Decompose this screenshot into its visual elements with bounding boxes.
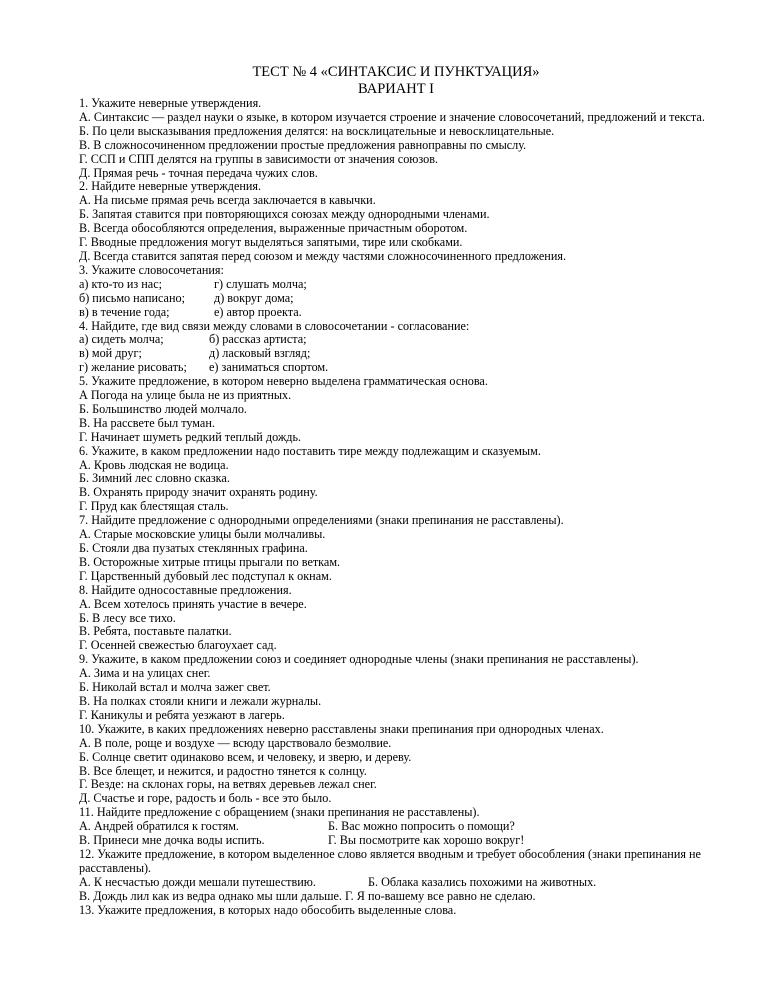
q5-title: 5. Укажите предложение, в котором неверно выделена грамматическая основа.	[79, 374, 488, 389]
q4-option: д) ласковый взгляд;	[209, 346, 311, 361]
q7-option: Б. Стояли два пузатых стеклянных графина.	[79, 541, 308, 555]
q3-row	[79, 278, 719, 292]
document-page	[79, 64, 719, 917]
q3-option: а) кто-то из нас;	[79, 276, 163, 291]
q4-option: а) сидеть молча;	[79, 332, 164, 347]
q9-option: Б. Николай встал и молча зажег свет.	[79, 680, 271, 695]
q12-title: 12. Укажите предложение, в котором выделенное слово является вводным и требует обособления (знаки препинания не расставлены).	[79, 846, 701, 875]
q6-option: В. Охранять природу значит охранять родину.	[79, 485, 318, 500]
q11-title: 11. Найдите предложение с обращением (знаки препинания не расставлены).	[79, 805, 480, 820]
q10-option: В. Все блещет, и нежится, и радостно тянется к солнцу.	[79, 763, 367, 778]
q10-title: 10. Укажите, в каких предложениях неверно расставлены знаки препинания при однородных членах.	[79, 721, 604, 736]
q5-option: Б. Большинство людей молчало.	[79, 401, 247, 416]
q2-option-c: В. Всегда обособляются определения, выраженные причастным оборотом.	[79, 221, 468, 236]
q2-option-d: Г. Вводные предложения могут выделяться запятыми, тире или скобками.	[79, 235, 463, 250]
q8-option: Г. Осенней свежестью благоухает сад.	[79, 638, 277, 653]
q3-row	[79, 292, 719, 306]
variant-line: ВАРИАНТ I	[357, 80, 435, 97]
q3-option: е) автор проекта.	[214, 304, 302, 319]
q1-option-a: А. Синтаксис — раздел науки о языке, в котором изучается строение и значение словосочетаний, предложений и текста.	[79, 109, 705, 124]
q3-option: г) слушать молча;	[214, 276, 307, 291]
q1-option-b: Б. По цели высказывания предложения делятся: на восклицательные и невосклицательные.	[79, 123, 555, 138]
q12-option: Б. Облака казались похожими на животных.	[368, 874, 597, 889]
q6-option: А. Кровь людская не водица.	[79, 457, 229, 472]
q1-option-d: Г. ССП и СПП делятся на группы в зависимости от значения союзов.	[79, 151, 439, 166]
q7-option: А. Старые московские улицы были молчаливы.	[79, 527, 326, 542]
q1-title: 1. Укажите неверные утверждения.	[79, 96, 262, 110]
q11-row	[79, 834, 719, 848]
q2-title: 2. Найдите неверные утверждения.	[79, 179, 262, 194]
q3-title: 3. Укажите словосочетания:	[79, 262, 224, 277]
test-content	[79, 97, 719, 917]
q6-option: Г. Пруд как блестящая сталь.	[79, 499, 229, 514]
q12-option: А. К несчастью дожди мешали путешествию.	[79, 874, 316, 889]
q4-row	[79, 347, 719, 361]
q12-row	[79, 876, 719, 890]
q6-title: 6. Укажите, в каком предложении надо поставить тире между подлежащим и сказуемым.	[79, 443, 541, 458]
q5-option: Г. Начинает шуметь редкий теплый дождь.	[79, 429, 302, 444]
q10-option: Д. Счастье и горе, радость и боль - все это было.	[79, 791, 332, 806]
title-line: ТЕСТ № 4 «СИНТАКСИС И ПУНКТУАЦИЯ»	[252, 64, 540, 80]
q9-option: Г. Каникулы и ребята уезжают в лагерь.	[79, 707, 285, 722]
q3-option: б) письмо написано;	[79, 290, 185, 305]
q9-option: А. Зима и на улицах снег.	[79, 666, 211, 681]
q8-option: Б. В лесу все тихо.	[79, 610, 176, 625]
q11-option: А. Андрей обратился к гостям.	[79, 819, 239, 834]
q8-option: А. Всем хотелось принять участие в вечере.	[79, 596, 307, 611]
q1-option-e: Д. Прямая речь - точная передача чужих слов.	[79, 165, 318, 180]
q4-option: б) рассказ артиста;	[209, 332, 307, 347]
q11-row	[79, 820, 719, 834]
q3-option: д) вокруг дома;	[214, 290, 294, 305]
q11-option: В. Принеси мне дочка воды испить.	[79, 833, 265, 848]
q4-row	[79, 361, 719, 375]
q4-option: г) желание рисовать;	[79, 360, 187, 375]
q4-option: е) заниматься спортом.	[209, 360, 329, 375]
q7-option: Г. Царственный дубовый лес подступал к окнам.	[79, 568, 332, 583]
q13-title: 13. Укажите предложения, в которых надо обособить выделенные слова.	[79, 902, 457, 917]
q10-option: Б. Солнце светит одинаково всем, и человеку, и зверю, и дереву.	[79, 749, 412, 764]
q5-option: А Погода на улице была не из приятных.	[79, 388, 292, 403]
q2-option-b: Б. Запятая ставится при повторяющихся союзах между однородными членами.	[79, 207, 490, 222]
q9-title: 9. Укажите, в каком предложении союз и соединяет однородные члены (знаки препинания не расставлены).	[79, 652, 639, 667]
q11-option: Б. Вас можно попросить о помощи?	[328, 819, 515, 834]
test-title	[73, 64, 719, 97]
q4-row	[79, 333, 719, 347]
q6-option: Б. Зимний лес словно сказка.	[79, 471, 230, 486]
q8-option: В. Ребята, поставьте палатки.	[79, 624, 232, 639]
q2-option-e: Д. Всегда ставится запятая перед союзом и между частями сложносочиненного предложения.	[79, 248, 567, 263]
q3-option: в) в течение года;	[79, 304, 170, 319]
q12-option-line: В. Дождь лил как из ведра однако мы шли дальше. Г. Я по-вашему все равно не сделаю.	[79, 888, 536, 903]
q4-title: 4. Найдите, где вид связи между словами в словосочетании - согласование:	[79, 318, 470, 333]
q10-option: А. В поле, роще и воздухе — всюду царствовало безмолвие.	[79, 735, 392, 750]
q8-title: 8. Найдите односоставные предложения.	[79, 582, 292, 597]
q1-option-c: В. В сложносочиненном предложении простые предложения равноправны по смыслу.	[79, 137, 527, 152]
q7-option: В. Осторожные хитрые птицы прыгали по веткам.	[79, 554, 341, 569]
q3-row	[79, 306, 719, 320]
q11-option: Г. Вы посмотрите как хорошо вокруг!	[328, 833, 525, 848]
q5-option: В. На рассвете был туман.	[79, 415, 215, 430]
q10-option: Г. Везде: на склонах горы, на ветвях деревьев лежал снег.	[79, 777, 377, 792]
q4-option: в) мой друг;	[79, 346, 142, 361]
q7-title: 7. Найдите предложение с однородными определениями (знаки препинания не расставлены).	[79, 513, 564, 528]
q9-option: В. На полках стояли книги и лежали журналы.	[79, 693, 322, 708]
q2-option-a: А. На письме прямая речь всегда заключается в кавычки.	[79, 193, 376, 208]
